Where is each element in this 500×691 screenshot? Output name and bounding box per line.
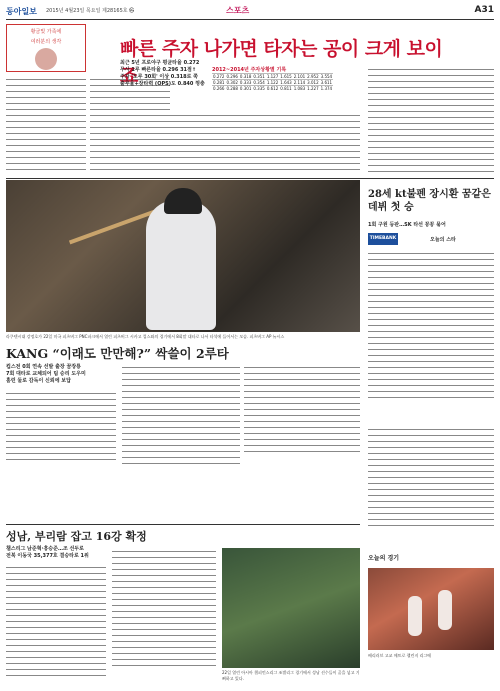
story2-headline: KANG “이래도 만만해?” 싹쓸이 2루타: [6, 346, 229, 361]
deck-line: 전북 이동국 35,377호 결승타로 1위: [6, 553, 89, 559]
deck-line: 최근 5년 프로야구 평균타율 0.272: [120, 60, 200, 66]
table-row: 0.281 0.302 0.333 0.354 1.122 1.643 2.114 3.012 3.611: [213, 80, 333, 85]
story2-deck: [6, 364, 116, 385]
deck-line: 컵스전 0회 연속 선발 출장 꿈장룡: [6, 364, 81, 370]
column-badge: [6, 24, 86, 72]
story3-body-2: [112, 548, 216, 684]
table-row: 0.272 0.296 0.318 0.351 1.127 1.615 2.101 2.952 3.554: [213, 74, 333, 79]
section-rule: [6, 178, 494, 179]
photo1-caption: 라쿠텐시대 강정호가 22일 미국 피츠버그 PNC파크에서 열린 피츠버그 시카고 컵스와의 경기에서 8회말 대타로 나서 타석에 들어서는 모습. 피츠버그 AP 뉴시스: [6, 334, 285, 339]
table-row: 0.266 0.288 0.301 0.335 0.612 0.811 1.083 1.227 1.374: [213, 86, 333, 91]
column-title: 황금빛 가족에: [30, 29, 62, 35]
story2-body: [6, 390, 116, 520]
issue-date: 2015년 4월23일 목요일 제28165호 ㉿: [46, 8, 135, 14]
top-rule: [6, 19, 494, 20]
column-body: [6, 76, 86, 176]
today-photo: [368, 568, 494, 650]
figure-shape: [408, 596, 422, 636]
deck-line: 챔스리그 남준혁·흥승준…조 선두로: [6, 546, 85, 552]
story3-deck: [6, 546, 116, 560]
today-title: 오늘의 경기: [368, 555, 400, 562]
story1-body: [120, 112, 360, 174]
story1-deck: [120, 60, 210, 88]
page-number: A31: [474, 5, 494, 15]
deck-line: 주자 '도루 30회' 이상 0.318로 쭉: [120, 74, 199, 80]
section-rule-2: [6, 524, 360, 525]
deck-line: 출루율+장타력 (OPS)도 0.840 껑충: [120, 81, 205, 87]
side-story-sub: 1회 구원 등판…SK 타선 꽁꽁 묶어: [368, 222, 446, 228]
stat-table: [212, 73, 333, 91]
section-title: 스포츠: [226, 6, 250, 15]
newspaper-logo: 동아일보: [6, 7, 37, 16]
figure-shape: [438, 590, 452, 630]
story1-headline: 빠른 주자 나가면 타자는 공이 크게 보이죠: [120, 38, 443, 87]
story3-photo: [222, 548, 360, 668]
story2-body-2: [122, 364, 240, 520]
columnist-avatar: [35, 48, 57, 70]
records-title: 오늘의 스타: [430, 237, 456, 243]
story3-body: [6, 564, 106, 684]
photo2-caption: 22일 열린 아시아 챔피언스리그 조별리그 경기에서 성남 선수들이 골을 넣고 기뻐하고 있다.: [222, 670, 360, 681]
player-shape: [146, 200, 216, 330]
helmet-shape: [164, 188, 202, 214]
story3-headline: 성남, 부리람 잡고 16강 확정: [6, 530, 147, 543]
deck-line: 무사 1루 빠른타율 0.296 31점↑: [120, 67, 197, 73]
side-story-headline: 28세 kt불펜 장시환 꿈같은 데뷔 첫 승: [368, 189, 491, 213]
story1-body-right: [368, 66, 494, 176]
side-story-body: [368, 250, 494, 420]
deck-line: 홈런 둘로 감독이 신뢰에 보답: [6, 378, 71, 384]
sponsor-logo: TIMEBANK: [368, 233, 398, 245]
deck-line: 7회 대타로 교체되어 팀 승리 도우미: [6, 371, 86, 377]
today-caption: 배리러브 고교 메트로 챌린지 리그에: [368, 653, 432, 658]
story2-body-3: [244, 364, 360, 520]
main-photo: [6, 180, 360, 332]
column-subtitle: 여러분의 생각: [30, 39, 62, 45]
box-score: [368, 426, 494, 546]
masthead: [6, 4, 494, 18]
stat-title: 2012~2014년 주자상황별 기록: [212, 67, 287, 73]
stat-box: [212, 66, 362, 91]
